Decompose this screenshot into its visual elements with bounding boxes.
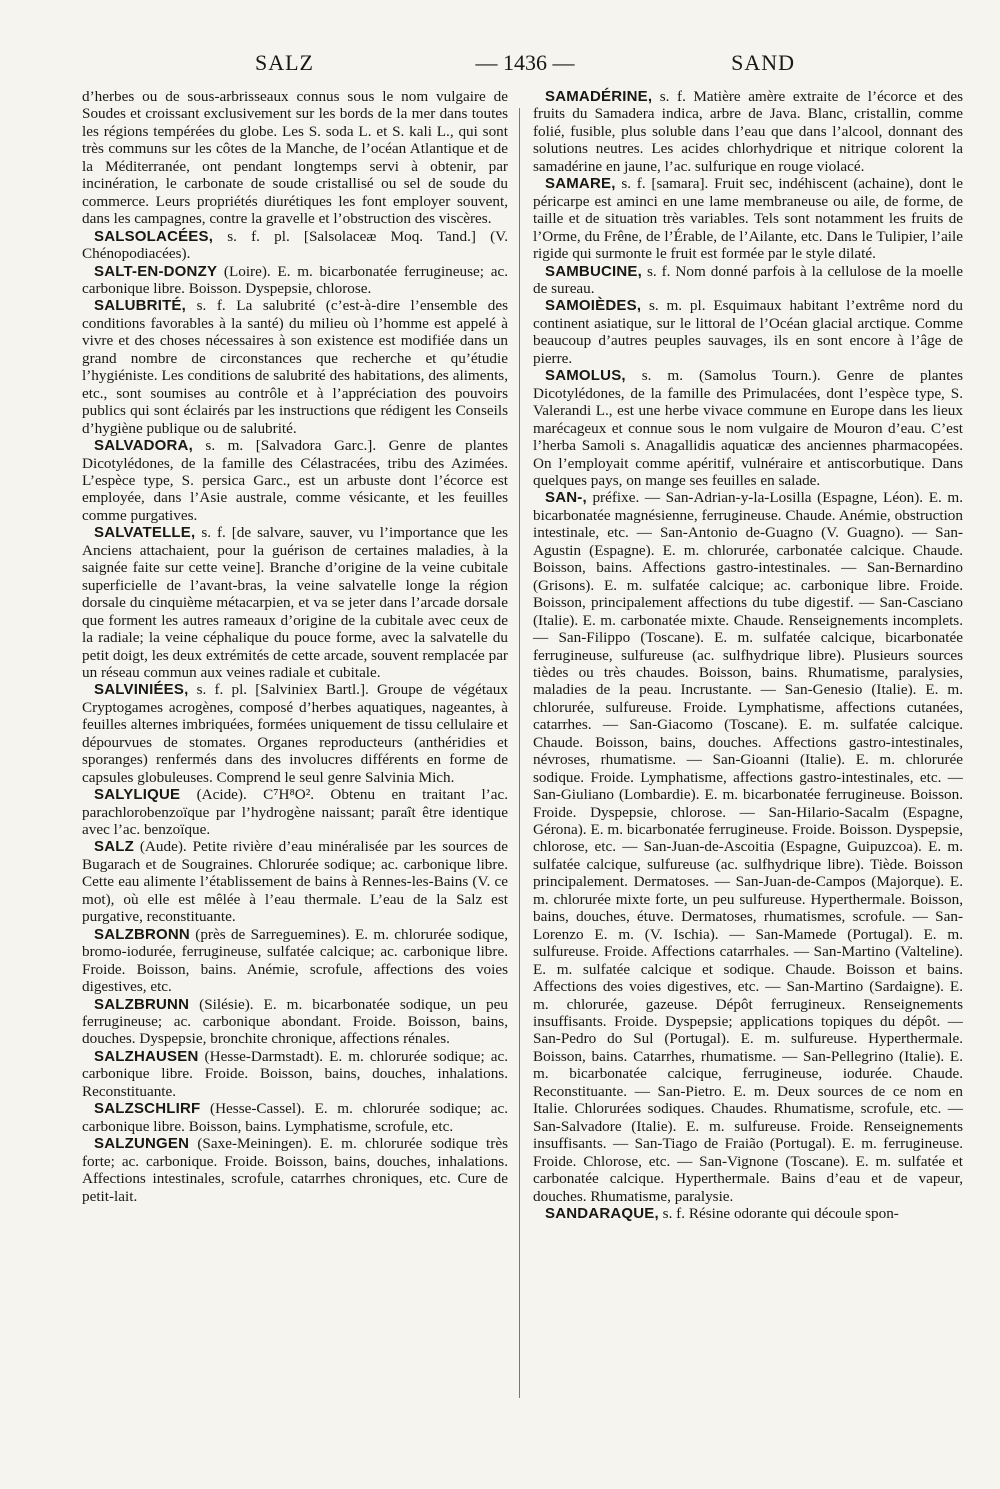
dictionary-entry bbox=[82, 1048, 508, 1100]
dictionary-entry bbox=[82, 838, 508, 925]
entry-definition: (près de Sarreguemines). E. m. chlorurée sodique, bromo-iodurée, ferrugineuse, sulfatée calcique; ac. carbonique libre. Froide. Boisson, bains. Anémie, scrofule, affections des voies digestives, etc. bbox=[82, 925, 508, 996]
dictionary-entry bbox=[82, 996, 508, 1048]
entry-headword: SALZ bbox=[94, 838, 134, 856]
entry-definition: s. m. [Salvadora Garc.]. Genre de plantes Dicotylédones, de la famille des Célastracées, tribu des Azimées. L’espèce type, S. persica Garc., est un arbuste dont l’écorce est employée, dans l’Asie australe, comme vésicante, et les feuilles comme purgatives. bbox=[82, 437, 508, 524]
entry-headword: SALZBRONN bbox=[94, 925, 190, 943]
entry-headword: SAMOIÈDES, bbox=[545, 297, 642, 315]
dictionary-entry bbox=[533, 489, 963, 1205]
entry-definition: s. f. La salubrité (c’est-à-dire l’ensemble des conditions favorables à la santé) du milieu où l’homme est appelé à vivre et des choses nécessaires à son existence est modifiée dans un grand nombre de circonstances que recherche et qu’étudie l’hygiéniste. Les conditions de salubrité des habitations, des aliments, etc., sont soumises au contrôle et à l’appréciation des pouvoirs publics qui sont éclairés par les instructions que rédigent les Conseils d’hygiène publique ou de salubrité. bbox=[82, 297, 508, 437]
entry-headword: SANDARAQUE, bbox=[545, 1205, 659, 1222]
entry-headword: SAMOLUS, bbox=[545, 367, 626, 385]
dictionary-entry bbox=[533, 175, 963, 262]
entry-headword: SALZUNGEN bbox=[94, 1135, 190, 1153]
entry-definition: s. f. Nom donné parfois à la cellulose de la moelle de sureau. bbox=[533, 262, 963, 297]
column-divider bbox=[519, 108, 520, 1398]
left-column bbox=[82, 88, 508, 1205]
dictionary-entry bbox=[533, 1205, 963, 1222]
entry-headword: SAMADÉRINE, bbox=[545, 88, 653, 105]
entry-definition: s. f. pl. [Salviniex Bartl.]. Groupe de végétaux Cryptogames acrogènes, composé d’herbes aquatiques, nageantes, à feuilles alternes imbriquées, formées uniquement de tissu cellulaire et dépourvues de stomates. Organes reproducteurs (anthéridies et sporanges) renfermés dans des involucres différents en forme de capsules globuleuses. Comprend le seul genre Salvinia Mich. bbox=[82, 681, 508, 786]
header-right-guide-word: SAND bbox=[731, 50, 795, 75]
right-column bbox=[533, 88, 963, 1222]
dictionary-entry bbox=[82, 524, 508, 681]
entry-definition: s. f. Matière amère extraite de l’écorce et des fruits du Samadera indica, arbre de Java. Blanc, cristallin, comme folié, fusible, plus soluble dans l’eau que dans l’alcool, donnant des solutions neutres. Les acides chlorhydrique et nitrique colorent la samadérine en jaune, l’ac. sulfurique en rouge violacé. bbox=[533, 88, 963, 175]
entry-definition: s. m. (Samolus Tourn.). Genre de plantes Dicotylédones, de la famille des Primulacées, dont l’espèce type, S. Valerandi L., est une herbe vivace commune en Europe dans les lieux marécageux et connue sous le nom vulgaire de Mouron d’eau. C’est l’herba Samoli s. Anagallidis aquaticæ des anciennes pharmacopées. On l’employait comme apéritif, vulnéraire et antiscorbutique. Dans quelques pays, on mange ses feuilles en salade. bbox=[533, 367, 963, 489]
entry-headword: SAN-, bbox=[545, 489, 587, 507]
entry-definition: s. f. [de salvare, sauver, vu l’importance que les Anciens attachaient, pour la guérison de certaines maladies, à la saignée faite sur cette veine]. Branche d’origine de la veine cubitale superficielle de l’avant-bras, la veine salvatelle longe la région dorsale du cinquième métacarpien, et va se jeter dans l’arcade dorsale que forment les autres rameaux d’origine de la cubitale avec ceux de la radiale; la veine céphalique du pouce forme, avec la salvatelle du petit doigt, les deux extrémités de cette arcade, souvent remplacée par un réseau commun aux veines radiale et cubitale. bbox=[82, 524, 508, 681]
entry-definition: (Hesse-Cassel). E. m. chlorurée sodique; ac. carbonique libre. Boisson, bains. Lymphatisme, scrofule, etc. bbox=[82, 1100, 508, 1135]
entry-headword: SALUBRITÉ, bbox=[94, 297, 186, 315]
entry-definition: (Hesse-Darmstadt). E. m. chlorurée sodique; ac. carbonique libre. Froide. Boisson, bains, douches, inhalations. Reconstituante. bbox=[82, 1047, 508, 1100]
dictionary-entry bbox=[533, 88, 963, 175]
dictionary-entry bbox=[82, 263, 508, 298]
dictionary-entry bbox=[82, 1135, 508, 1205]
header-left-guide-word: SALZ bbox=[255, 50, 314, 75]
entry-headword: SALVATELLE, bbox=[94, 524, 196, 542]
entry-definition: s. f. [samara]. Fruit sec, indéhiscent (achaine), dont le péricarpe est aminci en une lame membraneuse ou aile, de forme, de taille et de situation très variables. Tels sont notamment les fruits de l’Orme, du Frêne, de l’Érable, de l’Ailante, etc. Dans le Tulipier, l’aile rigide qui surmonte le fruit est formée par le style dilaté. bbox=[533, 175, 963, 263]
entry-definition: (Silésie). E. m. bicarbonatée sodique, un peu ferrugineuse; ac. carbonique abondant. Froide. Boisson, bains, douches. Dyspepsie, bronchite chronique, affections rénales. bbox=[82, 995, 508, 1048]
dictionary-entry bbox=[82, 926, 508, 996]
entry-headword: SALVINIÉES, bbox=[94, 681, 189, 699]
dictionary-entry bbox=[533, 297, 963, 367]
entry-headword: SALZHAUSEN bbox=[94, 1047, 199, 1065]
dictionary-entry bbox=[533, 263, 963, 298]
dictionary-entry bbox=[82, 297, 508, 437]
dictionary-entry bbox=[82, 88, 508, 228]
entry-definition: (Saxe-Meiningen). E. m. chlorurée sodique très forte; ac. carbonique. Froide. Boisson, bains, douches, inhalations. Affections intestinales, scrofule, catarrhes chroniques, etc. Cure de petit-lait. bbox=[82, 1135, 508, 1205]
entry-headword: SALYLIQUE bbox=[94, 786, 181, 804]
dictionary-entry bbox=[82, 228, 508, 263]
entry-definition: d’herbes ou de sous-arbrisseaux connus sous le nom vulgaire de Soudes et croissant exclusivement sur les bords de la mer dans toutes les régions tempérées du globe. Les S. soda L. et S. kali L., qui sont très communs sur les côtes de la Manche, de l’océan Atlantique et de la Méditerranée, ont pendant longtemps servi à obtenir, par incinération, le carbonate de soude cristallisé ou sel de soude du commerce. Leurs propriétés diurétiques les font employer souvent, dans les campagnes, contre la gravelle et l’obstruction des viscères. bbox=[82, 88, 508, 228]
entry-definition: s. f. Résine odorante qui découle spon- bbox=[658, 1205, 899, 1222]
entry-headword: SALT-EN-DONZY bbox=[94, 262, 218, 280]
dictionary-entry bbox=[82, 1100, 508, 1135]
entry-headword: SAMBUCINE, bbox=[545, 262, 643, 280]
entry-definition: (Acide). C⁷H⁸O². Obtenu en traitant l’ac. parachlorobenzoïque par l’hydrogène naissant; paraît être identique avec l’ac. benzoïque. bbox=[82, 786, 508, 839]
entry-definition: (Loire). E. m. bicarbonatée ferrugineuse; ac. carbonique libre. Boisson. Dyspepsie, chlorose. bbox=[82, 262, 508, 297]
entry-headword: SALZSCHLIRF bbox=[94, 1100, 201, 1118]
entry-definition: préfixe. — San-Adrian-y-la-Losilla (Espagne, Léon). E. m. bicarbonatée magnésienne, ferrugineuse. Chaude. Anémie, obstruction intestinale, etc. — San-Antonio de-Guagno (V. Guagno). — San-Agustin (Espagne). E. m. chlorurée, carbonatée calcique. Chaude. Boisson, bains. Affections gastro-intestinales. — San-Bernardino (Grisons). E. m. sulfatée calcique; ac. carbonique libre. Froide. Boisson, principalement affections du tube digestif. — San-Casciano (Italie). E. m. carbonatée mixte. Chaude. Renseignements incomplets. — San-Filippo (Toscane). E. m. sulfatée calcique, bicarbonatée ferrugineuse, sulfureuse (ac. sulfhydrique libre). Plusieurs sources tièdes ou très chaudes. Boisson, bains. Rhumatisme, paralysies, maladies de la peau. Incrustante. — San-Genesio (Italie). E. m. chlorurée, sulfureuse. Froide. Lymphatisme, affections cutanées, catarrhes. — San-Giacomo (Toscane). E. m. sulfatée calcique. Chaude. Boisson, bains, douches. Affections gastro-intestinales, névroses, rhumatisme. — San-Gioanni (Italie). E. m. chlorurée sodique. Froide. Lymphatisme, affections gastro-intestinales, etc. — San-Giuliano (Lombardie). E. m. bicarbonatée ferrugineuse. Boisson. Froide. Dyspepsie, chlorose. — San-Hilario-Sacalm (Espagne, Gérona). E. m. bicarbonatée ferrugineuse. Froide. Boisson. Dyspepsie, chlorose, etc. — San-Juan-de-Ascoitia (Espagne, Guipuzcoa). E. m. sulfatée calcique, sulfureuse (ac. sulfhydrique libre). Tiède. Boisson principalement. Dermatoses. — San-Juan-de-Campos (Majorque). E. m. chlorurée mixte forte, un peu sulfureuse. Hyperthermale. Boisson, bains, douches, étuve. Dermatoses, rhumatismes, scrofule. — San-Lorenzo E. m. (V. Ischia). — San-Mamede (Portugal). E. m. sulfureuse. Froide. Affections catarrhales. — San-Martino (Valteline). E. m. sulfatée calcique et sodique. Chaude. Boisson et bains. Affections des voies digestives, etc. — San-Martino (Sardaigne). E. m. chlorurée, gazeuse. Dépôt ferrugineux. Renseignements insuffisants. Froide. Dyspepsie; applications topiques du dépôt. — San-Pedro do Sul (Portugal). E. m. sulfureuse. Hyperthermale. Boisson, bains. Catarrhes, rhumatisme. — San-Pellegrino (Italie). E. m. bicarbonatée calcique, ferrugineuse, iodurée. Chaude. Reconstituante. — San-Pietro. E. m. Deux sources de ce nom en Italie. Chlorurées sodiques. Chaudes. Rhumatisme, scrofule, etc. — San-Salvadore (Italie). E. m. sulfureuse. Froide. Renseignements insuffisants. — San-Tiago de Fraião (Portugal). E. m. ferrugineuse. Froide. Chlorose, etc. — San-Vignone (Toscane). E. m. sulfatée et carbonatée calcique. Hyperthermale. Bains d’eau et de vapeur, douches. Rhumatisme, paralysie. bbox=[533, 489, 963, 1205]
dictionary-entry bbox=[533, 367, 963, 489]
entry-headword: SALVADORA, bbox=[94, 437, 193, 455]
running-header bbox=[85, 50, 965, 84]
entry-headword: SAMARE, bbox=[545, 175, 616, 193]
dictionary-entry bbox=[82, 786, 508, 838]
entry-headword: SALZBRUNN bbox=[94, 995, 190, 1013]
page-number: — 1436 — bbox=[475, 50, 575, 75]
entry-definition: (Aude). Petite rivière d’eau minéralisée par les sources de Bugarach et de Sougraines. Chlorurée sodique; ac. carbonique libre. Cette eau alimente l’établissement de bains à Rennes-les-Bains (V. ce mot), où elle est mêlée à l’eau thermale. L’eau de la Salz est purgative, reconstituante. bbox=[82, 838, 508, 926]
dictionary-entry bbox=[82, 437, 508, 524]
entry-definition: s. m. pl. Esquimaux habitant l’extrême nord du continent asiatique, sur le littoral de l’Océan glacial arctique. Comme beaucoup d’autres peuples sauvages, ils en sont encore à l’âge de pierre. bbox=[533, 297, 963, 367]
dictionary-entry bbox=[82, 681, 508, 786]
entry-definition: s. f. pl. [Salsolaceæ Moq. Tand.] (V. Chénopodiacées). bbox=[82, 227, 508, 263]
entry-headword: SALSOLACÉES, bbox=[94, 227, 214, 245]
